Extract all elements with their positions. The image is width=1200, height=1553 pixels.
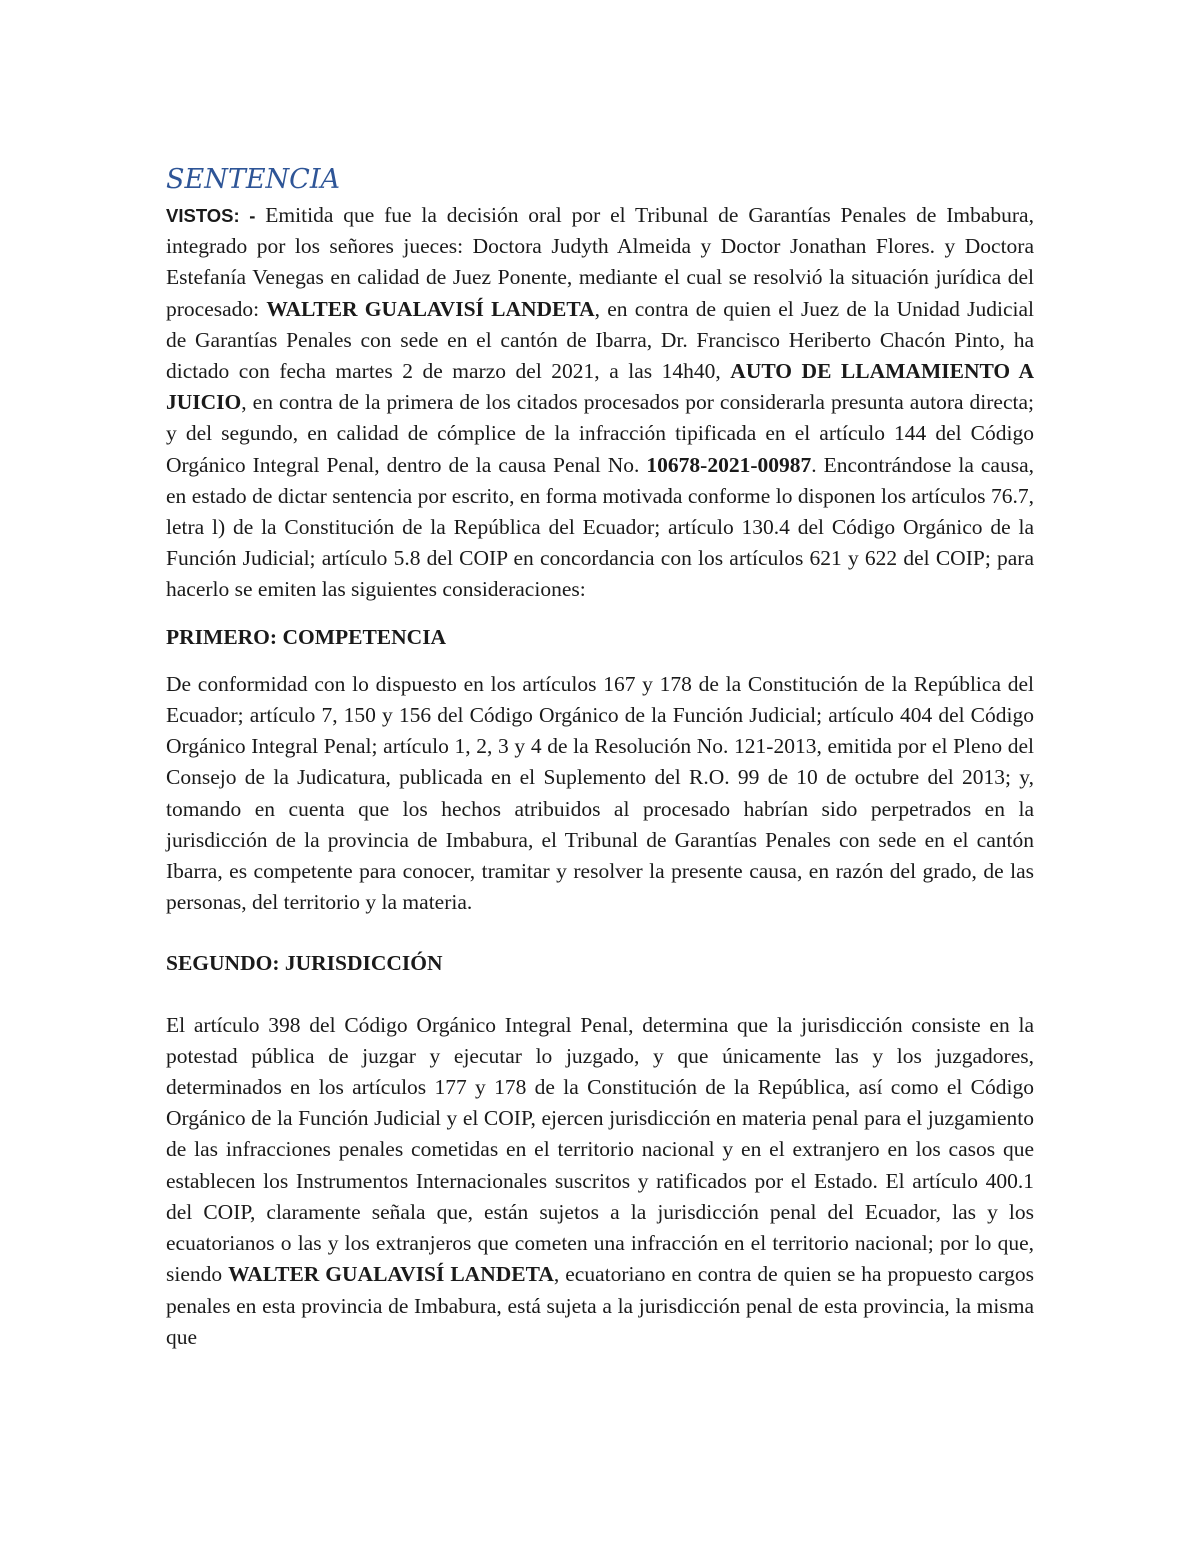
vistos-text-1: Emitida que fue la decisión oral por el Tribunal de Garantías Penales de Imbabura, integrado por los señores jueces: Doctora Judyth Almeida y Doctor Jonathan Flores. y Doctora Estefanía Venegas en calidad de Juez Ponente, mediante el cual se resolvió la situación jurídica del procesado: (166, 203, 1034, 321)
spacer (166, 606, 1034, 622)
spacer (166, 653, 1034, 669)
document-page (166, 160, 1034, 1353)
vistos-paragraph (166, 200, 1034, 606)
segundo-paragraph (166, 1010, 1034, 1353)
vistos-text-4: . Encontrándose la causa, en estado de dictar sentencia por escrito, en forma motivada conforme lo disponen los artículos 76.7, letra l) de la Constitución de la República del Ecuador; artículo 130.4 del Código Orgánico de la Función Judicial; artículo 5.8 del COIP en concordancia con los artículos 621 y 622 del COIP; para hacerlo se emiten las siguientes consideraciones: (166, 452, 1034, 602)
vistos-label: VISTOS: - (166, 205, 256, 226)
defendant-name: WALTER GUALAVISÍ LANDETA (266, 296, 595, 321)
auto-llamamiento: AUTO DE LLAMAMIENTO A JUICIO (166, 359, 1035, 415)
segundo-text-1: El artículo 398 del Código Orgánico Integral Penal, determina que la jurisdicción consiste en la potestad pública de juzgar y ejecutar lo juzgado, y que únicamente las y los juzgadores, determinados en los artículos 177 y 178 de la Constitución de la República, así como el Código Orgánico de la Función Judicial y el COIP, ejercen jurisdicción en materia penal para el juzgamiento de las infracciones penales cometidas en el territorio nacional y en el extranjero en los casos que establecen los Instrumentos Internacionales suscritos y ratificados por el Estado. El artículo 400.1 del COIP, claramente señala que, están sujetos a la jurisdicción penal del Ecuador, las y los ecuatorianos o las y los extranjeros que cometen una infracción en el territorio nacional; por lo que, siendo (166, 1012, 1034, 1287)
document-title: SENTENCIA (166, 164, 340, 195)
vistos-text-2: , en contra de quien el Juez de la Unidad Judicial de Garantías Penales con sede en el cantón de Ibarra, Dr. Francisco Heriberto Chacón Pinto, ha dictado con fecha martes 2 de marzo del 2021, a las 14h40, (166, 296, 1035, 384)
heading-segundo: SEGUNDO: JURISDICCIÓN (166, 951, 443, 976)
vistos-text-3: , en contra de la primera de los citados procesados por considerarla presunta autora directa; y del segundo, en calidad de cómplice de la infracción tipificada en el artículo 144 del Código Orgánico Integral Penal, dentro de la causa Penal No. (166, 390, 1034, 477)
case-number: 10678-2021-00987 (646, 452, 812, 477)
spacer (166, 918, 1034, 948)
primero-paragraph: De conformidad con lo dispuesto en los artículos 167 y 178 de la Constitución de la República del Ecuador; artículo 7, 150 y 156 del Código Orgánico de la Función Judicial; artículo 404 del Código Orgánico Integral Penal; artículo 1, 2, 3 y 4 de la Resolución No. 121-2013, emitida por el Pleno del Consejo de la Judicatura, publicada en el Suplemento del R.O. 99 de 10 de octubre del 2013; y, tomando en cuenta que los hechos atribuidos al procesado habrían sido perpetrados en la jurisdicción de la provincia de Imbabura, el Tribunal de Garantías Penales con sede en el cantón Ibarra, es competente para conocer, tramitar y resolver la presente causa, en razón del grado, de las personas, del territorio y la materia. (166, 671, 1034, 915)
defendant-name-2: WALTER GUALAVISÍ LANDETA (228, 1262, 554, 1287)
segundo-text-2: , ecuatoriano en contra de quien se ha propuesto cargos penales en esta provincia de Imbabura, está sujeta a la jurisdicción penal de esta provincia, la misma que (166, 1262, 1035, 1349)
spacer (166, 980, 1034, 1010)
heading-primero: PRIMERO: COMPETENCIA (166, 624, 447, 649)
